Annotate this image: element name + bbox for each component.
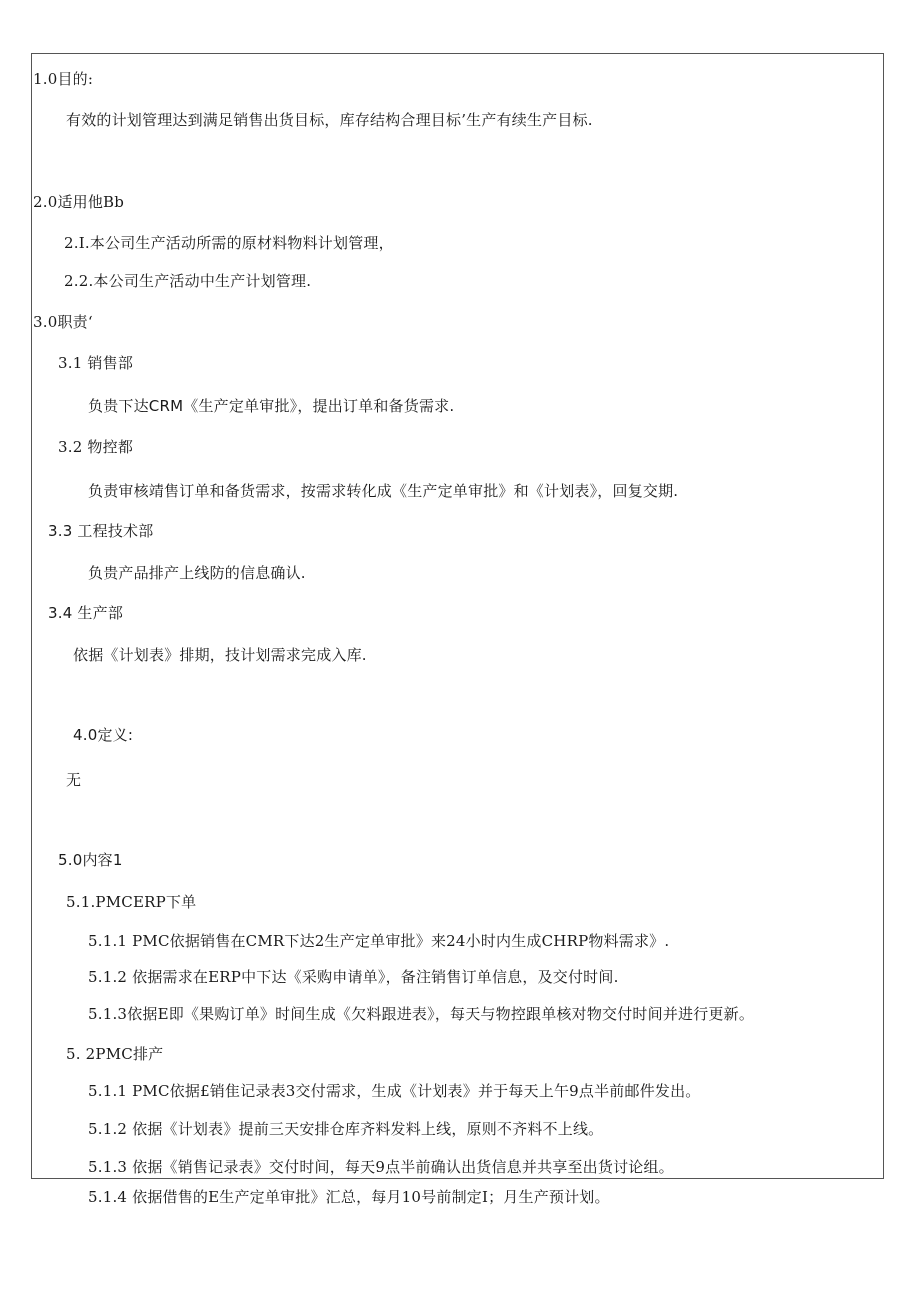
paragraph-3-1: 负贵下达CRM《生产定单审批》，提出订单和备货需求. — [88, 397, 455, 415]
section-heading-definitions: 4.0定义: — [73, 726, 134, 744]
paragraph-purpose: 有效的计划管理达到满足销售出货目标，库存结构合理目标’生产有续生产目标. — [66, 111, 593, 129]
paragraph-3-3: 负贵产品排产上线防的信息确认. — [88, 564, 306, 582]
item-5-1-3-b: 5.1.3 依据《销售记录表》交付时间，每天9点半前确认出货信息并共享至出货讨论组。 — [88, 1158, 674, 1176]
paragraph-3-2: 负责审核靖售订单和备货需求，按需求转化成《生产定单审批》和《计划表》，回复交期. — [88, 482, 679, 500]
section-heading-scope: 2.0适用他Bb — [33, 193, 125, 211]
item-5-1-4: 5.1.4 依据借售的E生产定单审批》汇总，每月10号前制定I；月生产预计划。 — [88, 1188, 610, 1206]
scope-item-2-2: 2.2.本公司生产活动中生产计划管理. — [64, 272, 312, 290]
item-5-1-2-b: 5.1.2 依据《计划表》提前三天安排仓库齐料发料上线，原则不齐料不上线。 — [88, 1120, 604, 1138]
item-5-1-2-a: 5.1.2 依据需求在ERP中下达《采购申请单》，备注销售订单信息，及交付时间. — [88, 968, 619, 986]
paragraph-3-4: 依据《计划表》排期，技计划需求完成入库. — [73, 646, 367, 664]
subheading-3-1: 3.1 销售部 — [58, 354, 134, 372]
item-5-1-1-b: 5.1.1 PMC依据£销隹记录表3交付需求，生成《计划表》并于每天上午9点半前邮件发出。 — [88, 1082, 701, 1100]
subheading-3-4: 3.4 生产部 — [48, 604, 124, 622]
section-heading-content: 5.0内容1 — [58, 851, 123, 869]
subheading-3-3: 3.3 工程技术部 — [48, 522, 154, 540]
subheading-5-1: 5.1.PMCERP下单 — [66, 893, 197, 911]
item-5-1-1-a: 5.1.1 PMC依据销售在CMR下达2生产定单审批》来24小时内生成CHRP物料需求》. — [88, 932, 670, 950]
item-5-1-3-a: 5.1.3依据E即《果购订单》时间生成《欠料跟进表》，每天与物控跟单核对物交付时间并进行更新。 — [88, 1005, 755, 1023]
section-heading-purpose: 1.0目的: — [33, 70, 94, 88]
subheading-5-2: 5. 2PMC排产 — [66, 1045, 164, 1063]
subheading-3-2: 3.2 物控都 — [58, 438, 134, 456]
paragraph-definitions: 无 — [66, 771, 82, 789]
scope-item-2-1: 2.I.本公司生产活动所需的原材料物料计划管理， — [64, 234, 394, 252]
section-heading-responsibilities: 3.0职责‘ — [33, 313, 93, 331]
